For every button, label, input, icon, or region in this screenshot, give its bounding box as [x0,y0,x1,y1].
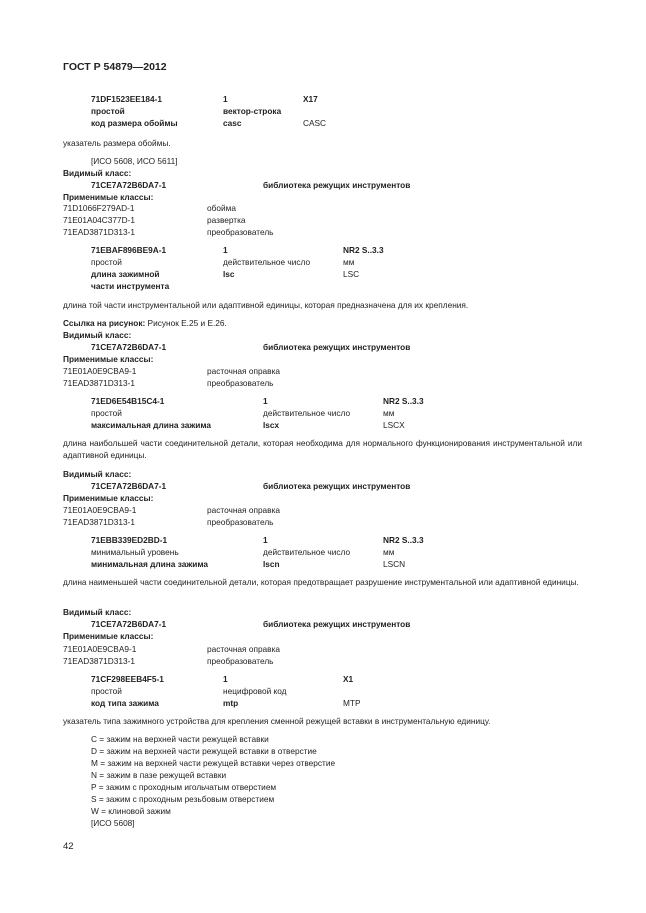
format: NR2 S..3.3 [383,535,424,545]
class-code: 71EAD3871D313-1 [63,227,135,237]
class-name: расточная оправка [207,644,281,654]
code: 71DF1523EE184-1 [91,94,163,104]
visible-class-label: Видимый класс: [63,168,132,178]
symbol-upper: LSC [343,269,360,279]
symbol: mtp [223,698,239,708]
unit: мм [383,547,395,557]
symbol-upper: CASC [303,118,327,128]
library-name: библиотека режущих инструментов [263,180,411,190]
class-name: преобразователь [207,227,274,237]
figure-reference [63,317,227,329]
class-name: преобразователь [207,656,274,666]
visible-class-label: Видимый класс: [63,330,132,340]
symbol: lsc [223,269,235,279]
list-item: M = зажим на верхней части режущей вставки через отверстие [91,758,336,768]
format: X17 [303,94,318,104]
class-code: 71E01A0E9CBA9-1 [63,505,137,515]
reference: [ИСО 5608] [91,818,135,828]
class-code: 71E01A0E9CBA9-1 [63,366,137,376]
symbol: casc [223,118,242,128]
format: NR2 S..3.3 [383,396,424,406]
symbol-upper: MTP [343,698,361,708]
visible-class-label: Видимый класс: [63,469,132,479]
library-code: 71CE7A72B6DA7-1 [91,342,167,352]
list-item: C = зажим на верхней части режущей вставки [91,734,269,744]
value-type: нецифровой код [223,686,287,696]
count: 1 [223,245,228,255]
figure-reference-label: Ссылка на рисунок: [63,318,146,328]
visible-class-label: Видимый класс: [63,607,132,617]
list-item: D = зажим на верхней части режущей вставки в отверстие [91,746,317,756]
class-code: 71EAD3871D313-1 [63,656,135,666]
code: 71CF298EEB4F5-1 [91,674,164,684]
class-name: преобразователь [207,517,274,527]
class-code: 71EAD3871D313-1 [63,378,135,388]
name-label: длина зажимной [91,269,160,279]
count: 1 [223,674,228,684]
list-item: P = зажим с проходным игольчатым отверстием [91,782,277,792]
class-code: 71EAD3871D313-1 [63,517,135,527]
list-item: N = зажим в пазе режущей вставки [91,770,227,780]
class-code: 71E01A04C377D-1 [63,215,135,225]
list-item: S = зажим с проходным резьбовым отверстием [91,794,275,804]
list-item: W = клиновой зажим [91,806,171,816]
applicable-classes-label: Применимые классы: [63,631,154,641]
unit: мм [343,257,355,267]
symbol: lscn [263,559,280,569]
type-label: простой [91,408,122,418]
description: длина той части инструментальной или адаптивной единицы, которая предназначена для их крепления. [63,300,469,310]
code: 71EBB339ED2BD-1 [91,535,168,545]
library-code: 71CE7A72B6DA7-1 [91,481,167,491]
description: длина наименьшей части соединительной детали, которая предотвращает разрушение инструментальной или адаптивной единицы. [63,577,579,587]
count: 1 [263,396,268,406]
unit: мм [383,408,395,418]
description: длина наибольшей части соединительной детали, которая необходима для нормального функционирования инструментальной или адаптивной единицы. [63,438,582,460]
value-type: действительное число [223,257,311,267]
class-name: расточная оправка [207,505,281,515]
count: 1 [263,535,268,545]
name-label: максимальная длина зажима [91,420,212,430]
code: 71ED6E54B15C4-1 [91,396,165,406]
value-type: вектор-строка [223,106,282,116]
applicable-classes-label: Применимые классы: [63,493,154,503]
document-title: ГОСТ Р 54879—2012 [63,61,167,73]
symbol-upper: LSCX [383,420,405,430]
type-label: простой [91,686,122,696]
type-label: простой [91,257,122,267]
library-name: библиотека режущих инструментов [263,619,411,629]
type-label: простой [91,106,125,116]
applicable-classes-label: Применимые классы: [63,192,154,202]
applicable-classes-label: Применимые классы: [63,354,154,364]
reference: [ИСО 5608, ИСО 5611] [91,156,178,166]
library-name: библиотека режущих инструментов [263,342,411,352]
library-code: 71CE7A72B6DA7-1 [91,619,167,629]
symbol: lscx [263,420,280,430]
class-code: 71E01A0E9CBA9-1 [63,644,137,654]
class-name: обойма [207,203,236,213]
count: 1 [223,94,228,104]
value-type: действительное число [263,547,351,557]
class-code: 71D1066F279AD-1 [63,203,135,213]
library-code: 71CE7A72B6DA7-1 [91,180,167,190]
description: указатель размера обоймы. [63,138,171,148]
format: X1 [343,674,354,684]
name-label-cont: части инструмента [91,281,170,291]
name-label: минимальная длина зажима [91,559,208,569]
value-type: действительное число [263,408,351,418]
name-label: код размера обоймы [91,118,178,128]
library-name: библиотека режущих инструментов [263,481,411,491]
code: 71EBAF896BE9A-1 [91,245,167,255]
name-label: код типа зажима [91,698,159,708]
class-name: преобразователь [207,378,274,388]
symbol-upper: LSCN [383,559,406,569]
figure-reference-text: Рисунок Е.25 и Е.26. [145,318,227,328]
page-number: 42 [63,841,74,852]
type-label: минимальный уровень [91,547,179,557]
description: указатель типа зажимного устройства для крепления сменной режущей вставки в инструментальную единицу. [63,716,491,726]
class-name: расточная оправка [207,366,281,376]
class-name: развертка [207,215,246,225]
format: NR2 S..3.3 [343,245,384,255]
